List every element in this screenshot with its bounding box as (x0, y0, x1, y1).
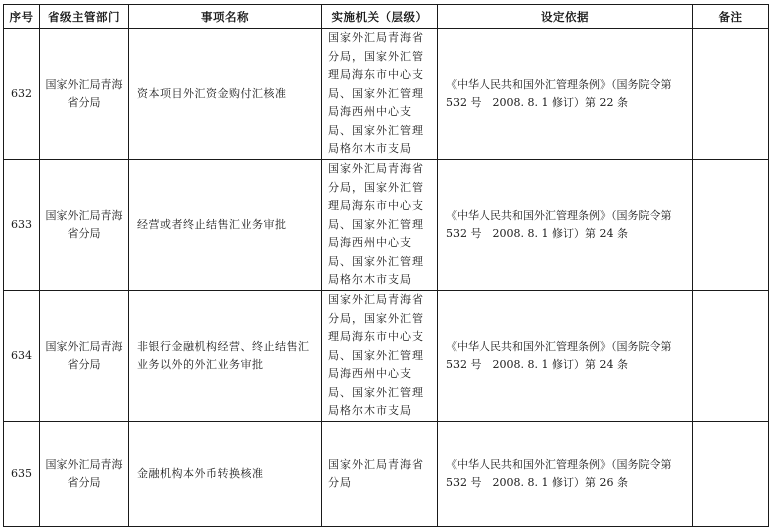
header-basis: 设定依据 (438, 5, 693, 29)
table-row (4, 160, 769, 291)
approval-items-table (3, 4, 769, 527)
header-org: 实施机关（层级） (322, 5, 438, 29)
row-note (693, 291, 769, 422)
row-note (693, 160, 769, 291)
row-basis: 《中华人民共和国外汇管理条例》（国务院令第 532 号 2008. 8. 1 修订）第 26 条 (438, 422, 693, 527)
header-row (4, 5, 769, 29)
row-note (693, 422, 769, 527)
row-seq: 633 (4, 160, 40, 291)
row-item: 经营或者终止结售汇业务审批 (129, 160, 322, 291)
header-note: 备注 (693, 5, 769, 29)
row-item: 金融机构本外币转换核准 (129, 422, 322, 527)
row-dept: 国家外汇局青海省分局 (40, 160, 129, 291)
row-basis: 《中华人民共和国外汇管理条例》（国务院令第 532 号 2008. 8. 1 修订）第 22 条 (438, 29, 693, 160)
row-basis: 《中华人民共和国外汇管理条例》（国务院令第 532 号 2008. 8. 1 修订）第 24 条 (438, 160, 693, 291)
row-org: 国家外汇局青海省分局 (322, 422, 438, 527)
header-seq: 序号 (4, 5, 40, 29)
table-row (4, 291, 769, 422)
row-org: 国家外汇局青海省分局，国家外汇管理局海东市中心支局、国家外汇管理局海西州中心支局、国家外汇管理局格尔木市支局 (322, 160, 438, 291)
header-dept: 省级主管部门 (40, 5, 129, 29)
row-org: 国家外汇局青海省分局，国家外汇管理局海东市中心支局、国家外汇管理局海西州中心支局、国家外汇管理局格尔木市支局 (322, 291, 438, 422)
row-seq: 635 (4, 422, 40, 527)
row-basis: 《中华人民共和国外汇管理条例》（国务院令第 532 号 2008. 8. 1 修订）第 24 条 (438, 291, 693, 422)
row-note (693, 29, 769, 160)
row-org: 国家外汇局青海省分局，国家外汇管理局海东市中心支局、国家外汇管理局海西州中心支局、国家外汇管理局格尔木市支局 (322, 29, 438, 160)
table-row (4, 422, 769, 527)
table-row (4, 29, 769, 160)
row-dept: 国家外汇局青海省分局 (40, 29, 129, 160)
row-item: 非银行金融机构经营、终止结售汇业务以外的外汇业务审批 (129, 291, 322, 422)
row-dept: 国家外汇局青海省分局 (40, 291, 129, 422)
row-seq: 632 (4, 29, 40, 160)
row-item: 资本项目外汇资金购付汇核准 (129, 29, 322, 160)
row-dept: 国家外汇局青海省分局 (40, 422, 129, 527)
row-seq: 634 (4, 291, 40, 422)
header-item: 事项名称 (129, 5, 322, 29)
